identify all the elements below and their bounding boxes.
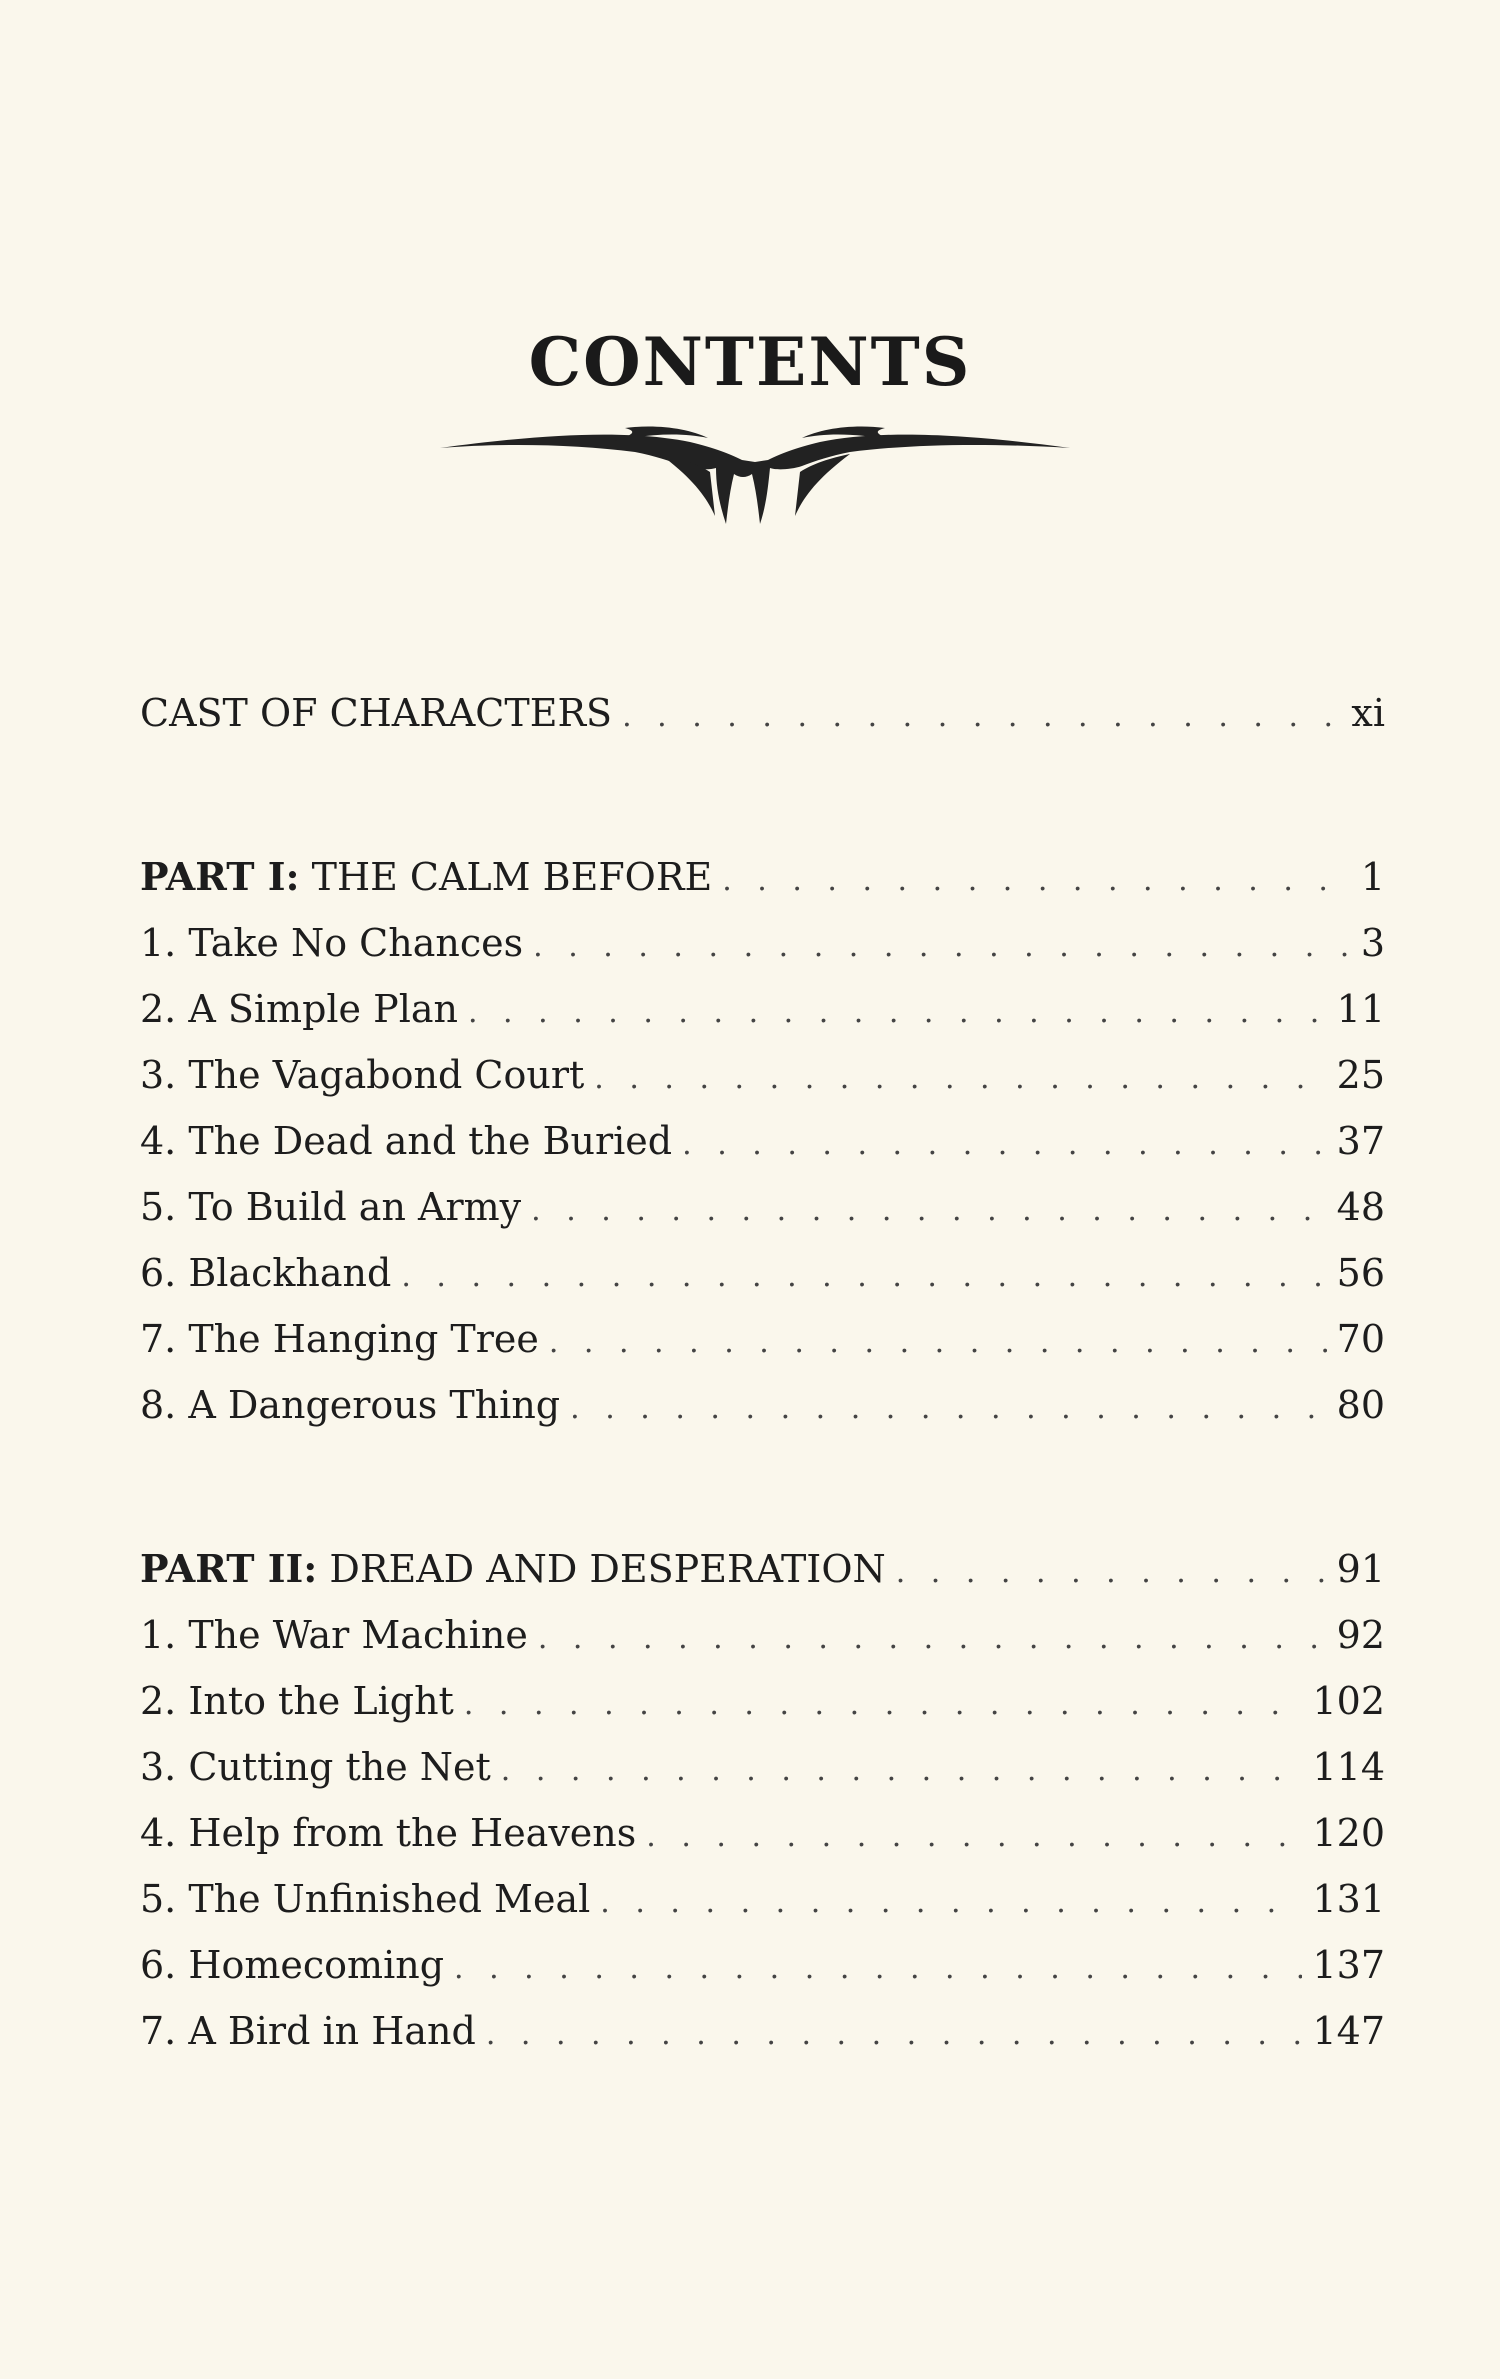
dot-leader (646, 1804, 1302, 1870)
toc-entry-page: 131 (1312, 1877, 1385, 1921)
dot-leader (533, 914, 1351, 980)
toc-chapter[interactable] (140, 1306, 1385, 1372)
toc-entry-label: 4. The Dead and the Buried (140, 1119, 673, 1163)
toc-entry-label: 6. Blackhand (140, 1251, 392, 1295)
toc-entry-page: 11 (1336, 987, 1385, 1031)
toc-entry-page: 102 (1312, 1679, 1385, 1723)
dot-leader (622, 684, 1341, 750)
toc-entry-label: 3. The Vagabond Court (140, 1053, 585, 1097)
toc-entry-label: 3. Cutting the Net (140, 1745, 491, 1789)
toc-chapter[interactable] (140, 1932, 1385, 1998)
toc-entry-label: 2. Into the Light (140, 1679, 454, 1723)
toc-entry-page: 137 (1312, 1943, 1385, 1987)
toc-entry-page: 56 (1336, 1251, 1385, 1295)
toc-chapter[interactable] (140, 1866, 1385, 1932)
toc-entry-page: 92 (1336, 1613, 1385, 1657)
dot-leader (722, 848, 1351, 914)
toc-chapter[interactable] (140, 1174, 1385, 1240)
dot-leader (896, 1540, 1327, 1606)
toc-chapter[interactable] (140, 1108, 1385, 1174)
toc-chapter[interactable] (140, 976, 1385, 1042)
toc-chapter[interactable] (140, 1998, 1385, 2064)
toc-entry-page: 147 (1312, 2009, 1385, 2053)
toc-entry-label: 1. The War Machine (140, 1613, 528, 1657)
toc-entry-page: 120 (1312, 1811, 1385, 1855)
toc-entry-label: 7. The Hanging Tree (140, 1317, 539, 1361)
toc-entry-label: 6. Homecoming (140, 1943, 445, 1987)
dot-leader (531, 1178, 1327, 1244)
toc-entry-page: 1 (1360, 855, 1385, 899)
toc-part-number: PART I: (140, 854, 300, 899)
dot-leader (682, 1112, 1327, 1178)
toc-chapter[interactable] (140, 1042, 1385, 1108)
toc-part-title: THE CALM BEFORE (311, 855, 713, 899)
dot-leader (549, 1310, 1327, 1376)
toc-chapter[interactable] (140, 1668, 1385, 1734)
dot-leader (538, 1606, 1327, 1672)
dot-leader (570, 1376, 1327, 1442)
toc-entry-page: 80 (1336, 1383, 1385, 1427)
toc-entry-page: 91 (1336, 1547, 1385, 1591)
toc-entry-label: 4. Help from the Heavens (140, 1811, 637, 1855)
toc-part-title: DREAD AND DESPERATION (329, 1547, 886, 1591)
dot-leader (486, 2002, 1303, 2068)
toc-entry-cast-of-characters[interactable] (140, 680, 1385, 746)
toc-part-label (140, 844, 712, 910)
toc-entry-page: 3 (1360, 921, 1385, 965)
dot-leader (401, 1244, 1326, 1310)
dot-leader (454, 1936, 1302, 2002)
toc-part-number: PART II: (140, 1546, 318, 1591)
toc-entry-label: CAST OF CHARACTERS (140, 691, 613, 735)
toc-chapter[interactable] (140, 1372, 1385, 1438)
dot-leader (600, 1870, 1302, 1936)
dot-leader (594, 1046, 1326, 1112)
toc-entry-page: 114 (1312, 1745, 1385, 1789)
toc-entry-label: 2. A Simple Plan (140, 987, 458, 1031)
toc-entry-page: 70 (1336, 1317, 1385, 1361)
page-title: CONTENTS (528, 323, 972, 401)
table-of-contents (140, 680, 1385, 2064)
toc-part-2-heading[interactable] (140, 1536, 1385, 1602)
toc-entry-label: 5. To Build an Army (140, 1185, 522, 1229)
ornament-flourish-icon (430, 398, 1080, 528)
toc-entry-label: 8. A Dangerous Thing (140, 1383, 561, 1427)
dot-leader (468, 980, 1327, 1046)
toc-entry-page: xi (1351, 691, 1385, 735)
toc-entry-page: 48 (1336, 1185, 1385, 1229)
toc-entry-page: 25 (1336, 1053, 1385, 1097)
toc-entry-label: 7. A Bird in Hand (140, 2009, 476, 2053)
toc-chapter[interactable] (140, 910, 1385, 976)
dot-leader (464, 1672, 1303, 1738)
toc-chapter[interactable] (140, 1602, 1385, 1668)
toc-entry-page: 37 (1336, 1119, 1385, 1163)
toc-part-label (140, 1536, 886, 1602)
toc-chapter[interactable] (140, 1240, 1385, 1306)
toc-chapter[interactable] (140, 1800, 1385, 1866)
toc-entry-label: 5. The Unfinished Meal (140, 1877, 591, 1921)
toc-entry-label: 1. Take No Chances (140, 921, 524, 965)
toc-part-1-heading[interactable] (140, 844, 1385, 910)
dot-leader (501, 1738, 1303, 1804)
toc-chapter[interactable] (140, 1734, 1385, 1800)
